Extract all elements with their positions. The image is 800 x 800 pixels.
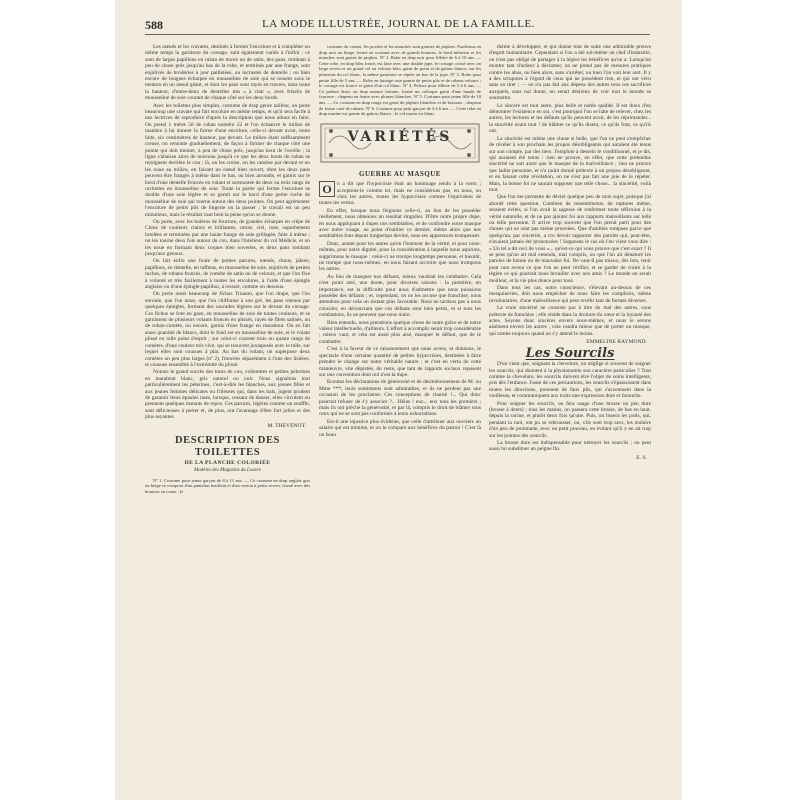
magazine-page <box>115 0 682 800</box>
paragraph: Bien entendu, nous prendrons quelque chose de notre grâce et de notre valeur intellectuelle, d'ailleurs. L'effort à accomplir serait trop considérable ; mieux vaut, et cela est aussi plus aisé, masquer le défaut, que de le combattre. <box>319 319 481 345</box>
banner-title: VARIÉTÉS <box>347 128 453 145</box>
author-signature: EMMELINE RAYMOND. <box>586 339 647 346</box>
paragraph: Donc, autant pour les autres qu'en l'honneur de la vérité, et pour nous-mêmes, pour notre dignité, pour la considération à laquelle nous aspirons, supprimons le masque : celui-ci ne trompe longtemps personne, et bientôt, ne trompe que nous-mêmes, en nous faisant accroire que nous trompons les autres. <box>319 240 481 273</box>
toilette-note: Nº 1. Costume pour jeune garçon de 8 à 11 ans. — Ce costume en drap anglais gris ou beige se compose d'un pantalon bouffant et d'un veston à petits revers, fermé avec des boutons en corne ; le <box>145 477 310 494</box>
paragraph: Dans tous les cas, notre conscience, s'élevant au-dessus de ces mesquineries, doit nous empêcher de nous faire les complices, même involontaires, d'une malveillance qui peut revêtir tant de formes diverses. <box>489 285 651 304</box>
paragraph: Notons le grand succès des tours de cou, collerettes et petites pèlerines en marabout blanc, gris naturel ou noir. Nous signalons tout particulièrement les pèlerines, c'est-à-dire les blanches, aux jeunes filles et aux jeunes femmes délicates ou frileuses qui, dans les bals, jugent prudent de garantir leurs épaules nues, lorsque, cessant de danser, elles circulent ou prennent quelques instants de repos. Ces parures, légères comme un souffle, sont délicieuses à porter et, de plus, ont l'avantage d'être fort jolies et des plus seyantes. <box>145 369 310 421</box>
article-title: GUERRE AU MASQUE <box>359 169 441 178</box>
author-signature: M. THEVENOT. <box>267 422 306 429</box>
paragraph: Le sincère est tout autre, plus belle et noble qualité. Il est doux d'en démontrer l'existence en soi, c'est pourquoi l'on se hâte de relever, chez les autres, les lectures et les défauts qu'ils peuvent avoir, de les réprimander... la sincérité avant tout ! de blâmer ce qu'ils disent, ce qu'ils font, ce qu'ils ont. <box>489 102 651 135</box>
column-left <box>145 44 310 784</box>
varietes-banner <box>319 121 481 165</box>
paragraph: Avec les toilettes plus simples, costume de drap genre tailleur, on porte beaucoup une cravate qui fait encolure en même temps, et qu'il sera facile à nos lectrices de reproduire d'après la description que nous allons en faire. On prend 1 mètre 50 de ruban numéro 22 et l'on échancre le milieu de manière à lui donner la forme d'une encolure, celle-ci devant avoir, toute faite, six centimètres de hauteur, par devant. Le milieu étant suffisamment creusé, on remonte graduellement, de façon à former de chaque côté une pointe qui doit monter, à peu de chose près, jusqu'au bout de l'oreille ; la ligne s'abaisse alors de nouveau jusqu'à ce que les deux bouts du ruban se rejoignent derrière le cou ; là, on les croise, on les ramène par devant et on les noue au milieu, en faisant un nœud bien ouvert, dont les deux pans peuvent être frangés à même dans le bas, ou bien arrondis, et garnis sur le bord d'une dentelle froncée en volant et surmontée de deux ou trois rangs de ruchettes en mousseline de soie. Toute la partie qui forme l'encolure se double d'une soie légère et se garnit sur le bord d'une petite ruche de mousseline de soie qui tourne autour des deux pointes. On peut agrémenter l'encolure de petits plis de lingerie ou la passer ; le travail est un peu minutieux, mais le résultat vaut bien la peine qu'on se donne. <box>145 102 310 218</box>
journal-title: LA MODE ILLUSTRÉE, JOURNAL DE LA FAMILLE. <box>262 18 535 30</box>
paragraph: En effet, lorsque nous feignons celle-ci, au lieu de les posséder réellement, nous obtenons un résultat singulier. D'être notre propre dupe, en nous appliquant à dupes nos semblables, et de confondre notre masque avec notre visage, au point d'oublier ce dernier, même alors que nos semblables font depuis longtemps deviné, sous ses apparences trompeuses. <box>319 207 481 240</box>
paragraph: C'est à la faveur de ce raisonnement que nous avons, et donnons, le spectacle d'une certaine quantité de petites hypocrisies, destinées à faire prendre le change sur notre véritable nature ; et c'est en vertu de cette manœuvre, vite dépistée, du reste, que tant de rapports sociaux reposent sur une convention dont nul n'est la dupe. <box>319 346 481 378</box>
paragraph: D'un vient que, soignant la chevelure, on néglige si souvent de soigner les sourcils, qui donnent à la physionomie son caractère particulier ? Tout comme la chevelure, les sourcils doivent être l'objet de soins intelligents, pris dès l'enfance. Faute de ces précautions, les sourcils s'épaississent dans toutes les directions, prennent de faux plis, qui s'accentuent dans la vieillesse, et communiquent aux traits une expression dure et farouche. <box>489 361 651 400</box>
drop-cap: O <box>319 181 335 197</box>
paragraph: Pour soigner les sourcils, on fera usage d'une brosse un peu dure (brosse à dents) ; tous les matins, on passera cette brosse, de bas en haut, depuis la racine, et plutôt deux fois qu'une. Puis, on lissera les poils, qui, pendant la nuit, ont pu se rebrousser, ou, s'ils sont trop secs, les enduire d'un peu de pommade, avec un petit pinceau, en évitant qu'il y en ait trop sur les pointes des sourcils. <box>489 400 651 439</box>
paragraph: Au lieu de masquer nos défauts, mieux vaudrait les combattre. Cela n'est point aisé, une doute, pour diverses raisons : la première, en importance, est la difficulté pour nous d'admettre que nous puissions posséder des défauts ; et, cependant, on ne les accuse que franchise, nous attendons pour cela un instant plus favorable. Nous ne tardons pas à nous consoler, en découvrant que ces défauts sont bien petits, et si tous les combattons, ils ne peuvent que nous nuire. <box>319 273 481 319</box>
paragraph: La brosse dure est indispensable pour nettoyer les sourcils ; on peut aussi lui substituer un peigne fin. <box>489 439 651 453</box>
column-middle <box>319 44 481 784</box>
paragraph: Les nœuds et les cravates, destinés à former l'encolure et à compléter ou même temps la garniture du corsage, sont également variés à l'infini : ce sont de larges papillons en ruban de moire ou de satin, des pans, tombant à peu de chose près jusqu'au bas de la robe, et terminés par une frange, sont enjolivés de broderies à jour pailletées, ou incrustés de dentelle ; ou bien encore de longues écharpes en mousseline de soie qui se nouent sous le menton en un nœud géant, et dont les pans sont rayés en travers, dans toute la hauteur, d'entre-deux de dentelles mis « à clair », avec friselis de mousseline de soie courant de chaque côté sur les deux bords. <box>145 44 310 102</box>
header-rule <box>145 34 650 35</box>
paragraph: On porte aussi beaucoup de fichus Trianon, que l'on drape, que l'on enroule, que l'on noue, que l'on chiffonne à son gré, les pans retenus par quelques épingles, formant des cascades légères sur le devant du corsage. Ces fichus se font en gaze, en mousseline de soie de toutes couleurs, et se garnissent de plusieurs volants froncés en plissés, rayés de filets satinés, ou de ruban-comète, ou encore, garnis d'une frange en marabout. On en fait aussi quantité de blancs, dont le fond est en mousseline de soie, et le volant plissé en tulle point d'esprit ; sur celui-ci courent trois ou quatre rangs de comètes, d'une couleur très vive, qui se trouvent juxtaposés avec le tulle, sur lequel elles sont cousues à plat. Au bas du volant, on superpose deux comètes un peu plus larges (nº 2), froncées séparément à l'une des lisières, et cousues ensemble à l'extrémité du plissé. <box>145 291 310 368</box>
column-right <box>489 44 651 784</box>
author-initials: E. S. <box>636 454 647 461</box>
page-header <box>115 18 682 32</box>
paragraph <box>319 181 481 207</box>
paragraph: Ecoutez les déclarations de générosité et de désintéressement de M. ou Mme ***; leurs sentiments sont admirables, et ils ne perdent pas une occasion de les proclamer. Ces conceptions de charité !... Qui donc pourrait refuser de s'y associer ?... Hélas ! eux... eux tous les premiers ; mais ils ont prêché la générosité, et par là, compris le droit de blâmer tous ceux qui ne se sont pas conformés à leurs exhortations. <box>319 379 481 418</box>
paragraph: On porte, avec les boléros de fourrure, de grandes écharpes en crêpe de Chine de couleurs claires et brillantes, cerise, ciel, rose, superbement brodées et terminées par une haute frange de soie grillagée, faite à même ; on les tourne deux fois autour du cou, dans l'intérieur du col Médicis, et on les noue en formant deux coques bien ouvertes, et deux pans tombant jusqu'aux genoux. <box>145 218 310 257</box>
toilette-notes: costume du veston, les poches et les manches sont garnies de piqûres. Pardessus en drap noir ou beige, fermé en croisant avec de grands boutons, le bord inférieur et les manches sont garnis de piqûres. Nº 2. Robe en drap noir pour fillette de 6 à 10 ans. — Cette robe, en drap bleu foncé, est faite avec une double jupe, le corsage croisé avec un large revers et un grand col en velours bleu, garni de point et de galons blancs, sur les plastrons du col blanc, la même garniture se répète au bas de la jupe. Nº 3. Robe pour petite fille de 5 ans. — Robe en lainage rose garnie de petits plis et de rubans velours ; le corsage est froncé et garni d'un col blanc. Nº 4. Pelisse pour fillette de 5 à 6 ans. — Ce paletot droit, en drap nuance havane, forme un colloque garni d'une bande de fourrure ; chapeau en feutre avec plumes blanches. Nº 5. Costume pour jeune fille de 10 ans. — Ce costume en drap rouge est garni de piqûres blanches et de boutons ; chapeau de feutre orné de rubans. Nº 6. Costume pour petit garçon de 4 à 6 ans. — Cette robe en drap marine est garnie de galons blancs ; le col marin est blanc. <box>319 44 481 117</box>
paragraph: thème à développer, et qui donne tout de suite une admirable preuve d'esprit humanitaire. Cependant si l'on a été sol-même un chef d'industrie, on n'est pas obligé de partager à la légère les bénéfices qu'on a. Lorsqu'on montre tant d'ardeur à déclamer, on ne prend pas de mesures pratiques contre les abus, ou bien alors, sans s'arrêter, ou bien l'on voit leur sort. Il y a des scrupules à l'égard de ceux qui ne possèdent rien, et qui ont vécu sans en tirer ; — on n'a pas fait aux dépens des autres tous ces sacrifices auxquels, sans nul doute, on serait désireux de voir tout le monde se soumettre. <box>489 44 651 102</box>
paragraph: Est-il une injustice plus évidente, que celle d'attribuer aux ouvriers un salaire qui est minime, et on le compare aux bénéfices du patron ! C'est là un beau <box>319 418 481 438</box>
page-number: 588 <box>145 18 163 32</box>
section-heading-sourcils: Les Sourcils <box>525 345 615 361</box>
paragraph: On fait enfin une foule de petites parures, nœuds, chous, jabots, papillons, en dentelle, en taffetas, en mousseline de soie, enjolivés de petites ruches, de rubans froncés, de comète de satin ou de velours, et que l'on fixe à volonté et très facilement à toutes les encolures, à l'aide d'une épingle anglaise ou d'une épingle-papillon, à ressort, comme on dessous. <box>145 258 310 291</box>
paragraph: Que l'on me permette de dévier quelque peu de mon sujet, puisque j'ai abordé cette question. Combien de ressentiments, de ruptures même, seraient évités, si l'on avait la sagesse de renfermer toute réflexion à la vérité naturelle, et de ne pas ajouter foi aux rapports malveillants sur telle ou telle personne. Il arrive trop souvent que l'on prend parti pour des choses qui ne sont pas même prouvées. Que d'amitiés rompues parce que quelqu'un, par sincérité, a cru devoir rapporter des paroles qui, peut-être, n'avaient jamais été prononcées ! Supposez le cas où l'on vient vous dire : « Un tel a dit ceci de vous »... qu'est-ce qui vous prouve que c'est exact ? Il se peut qu'on ait mal entendu, mal compris, ou que l'on ait dénaturé les paroles de bonne ou de mauvaise foi. Ne vaut-il pas mieux, dès lors, tenir pour non avenu ce que l'on ne peut vérifier, et se garder de croire à la légère ce qui pourrait nous brouiller avec nos amis ? Le monde en serait meilleur, et la vie plus douce pour tous. <box>489 194 651 284</box>
section-heading-description: DESCRIPTION DES TOILETTES <box>175 434 280 458</box>
paragraph: La sincérité est même une chose si belle, que l'on ne peut s'empêcher de révéler à son prochain les propos désobligeants qui auraient été tenus sur son compte, par des tiers. J'emploie à dessein le conditionnel, et je dis, qui auraient été tenus : rien ne prouve, en effet, que cette prétendue sincérité ne soit autre que le masque de la malveillance ; rien ne prouve que ladite personne, et n'a point donné prétexte à un propos désobligeant, et en faisant cette révélation, on ne s'est pas fait une joie de le répéter. Mais, la bonne foi ne saurait supposer une telle chose... la sincérité, voilà tout. <box>489 135 651 193</box>
paragraph: La vraie sincérité ne consiste pas à dire du mal des autres, sous prétexte de franchise ; elle réside dans la droiture du cœur et la loyauté des actes. Soyons donc sincères envers nous-mêmes, et nous le serons aisément envers les autres ; cela vaudra mieux que de porter un masque, qui tombe toujours quand on s'y attend le moins. <box>489 305 651 337</box>
section-subheading: DE LA PLANCHE COLORIÉE <box>184 459 271 466</box>
paragraph-text: n a dit que l'hypocrisie était un hommage rendu à la vertu ; acceptons-le comme tel, mais ne considérons pas, en nous, ou chez les autres, toutes les hypocrisies comme l'équivalent de toutes les vertus. <box>319 181 481 207</box>
models-credit: Modèles des Magasins du Louvre <box>193 468 262 474</box>
